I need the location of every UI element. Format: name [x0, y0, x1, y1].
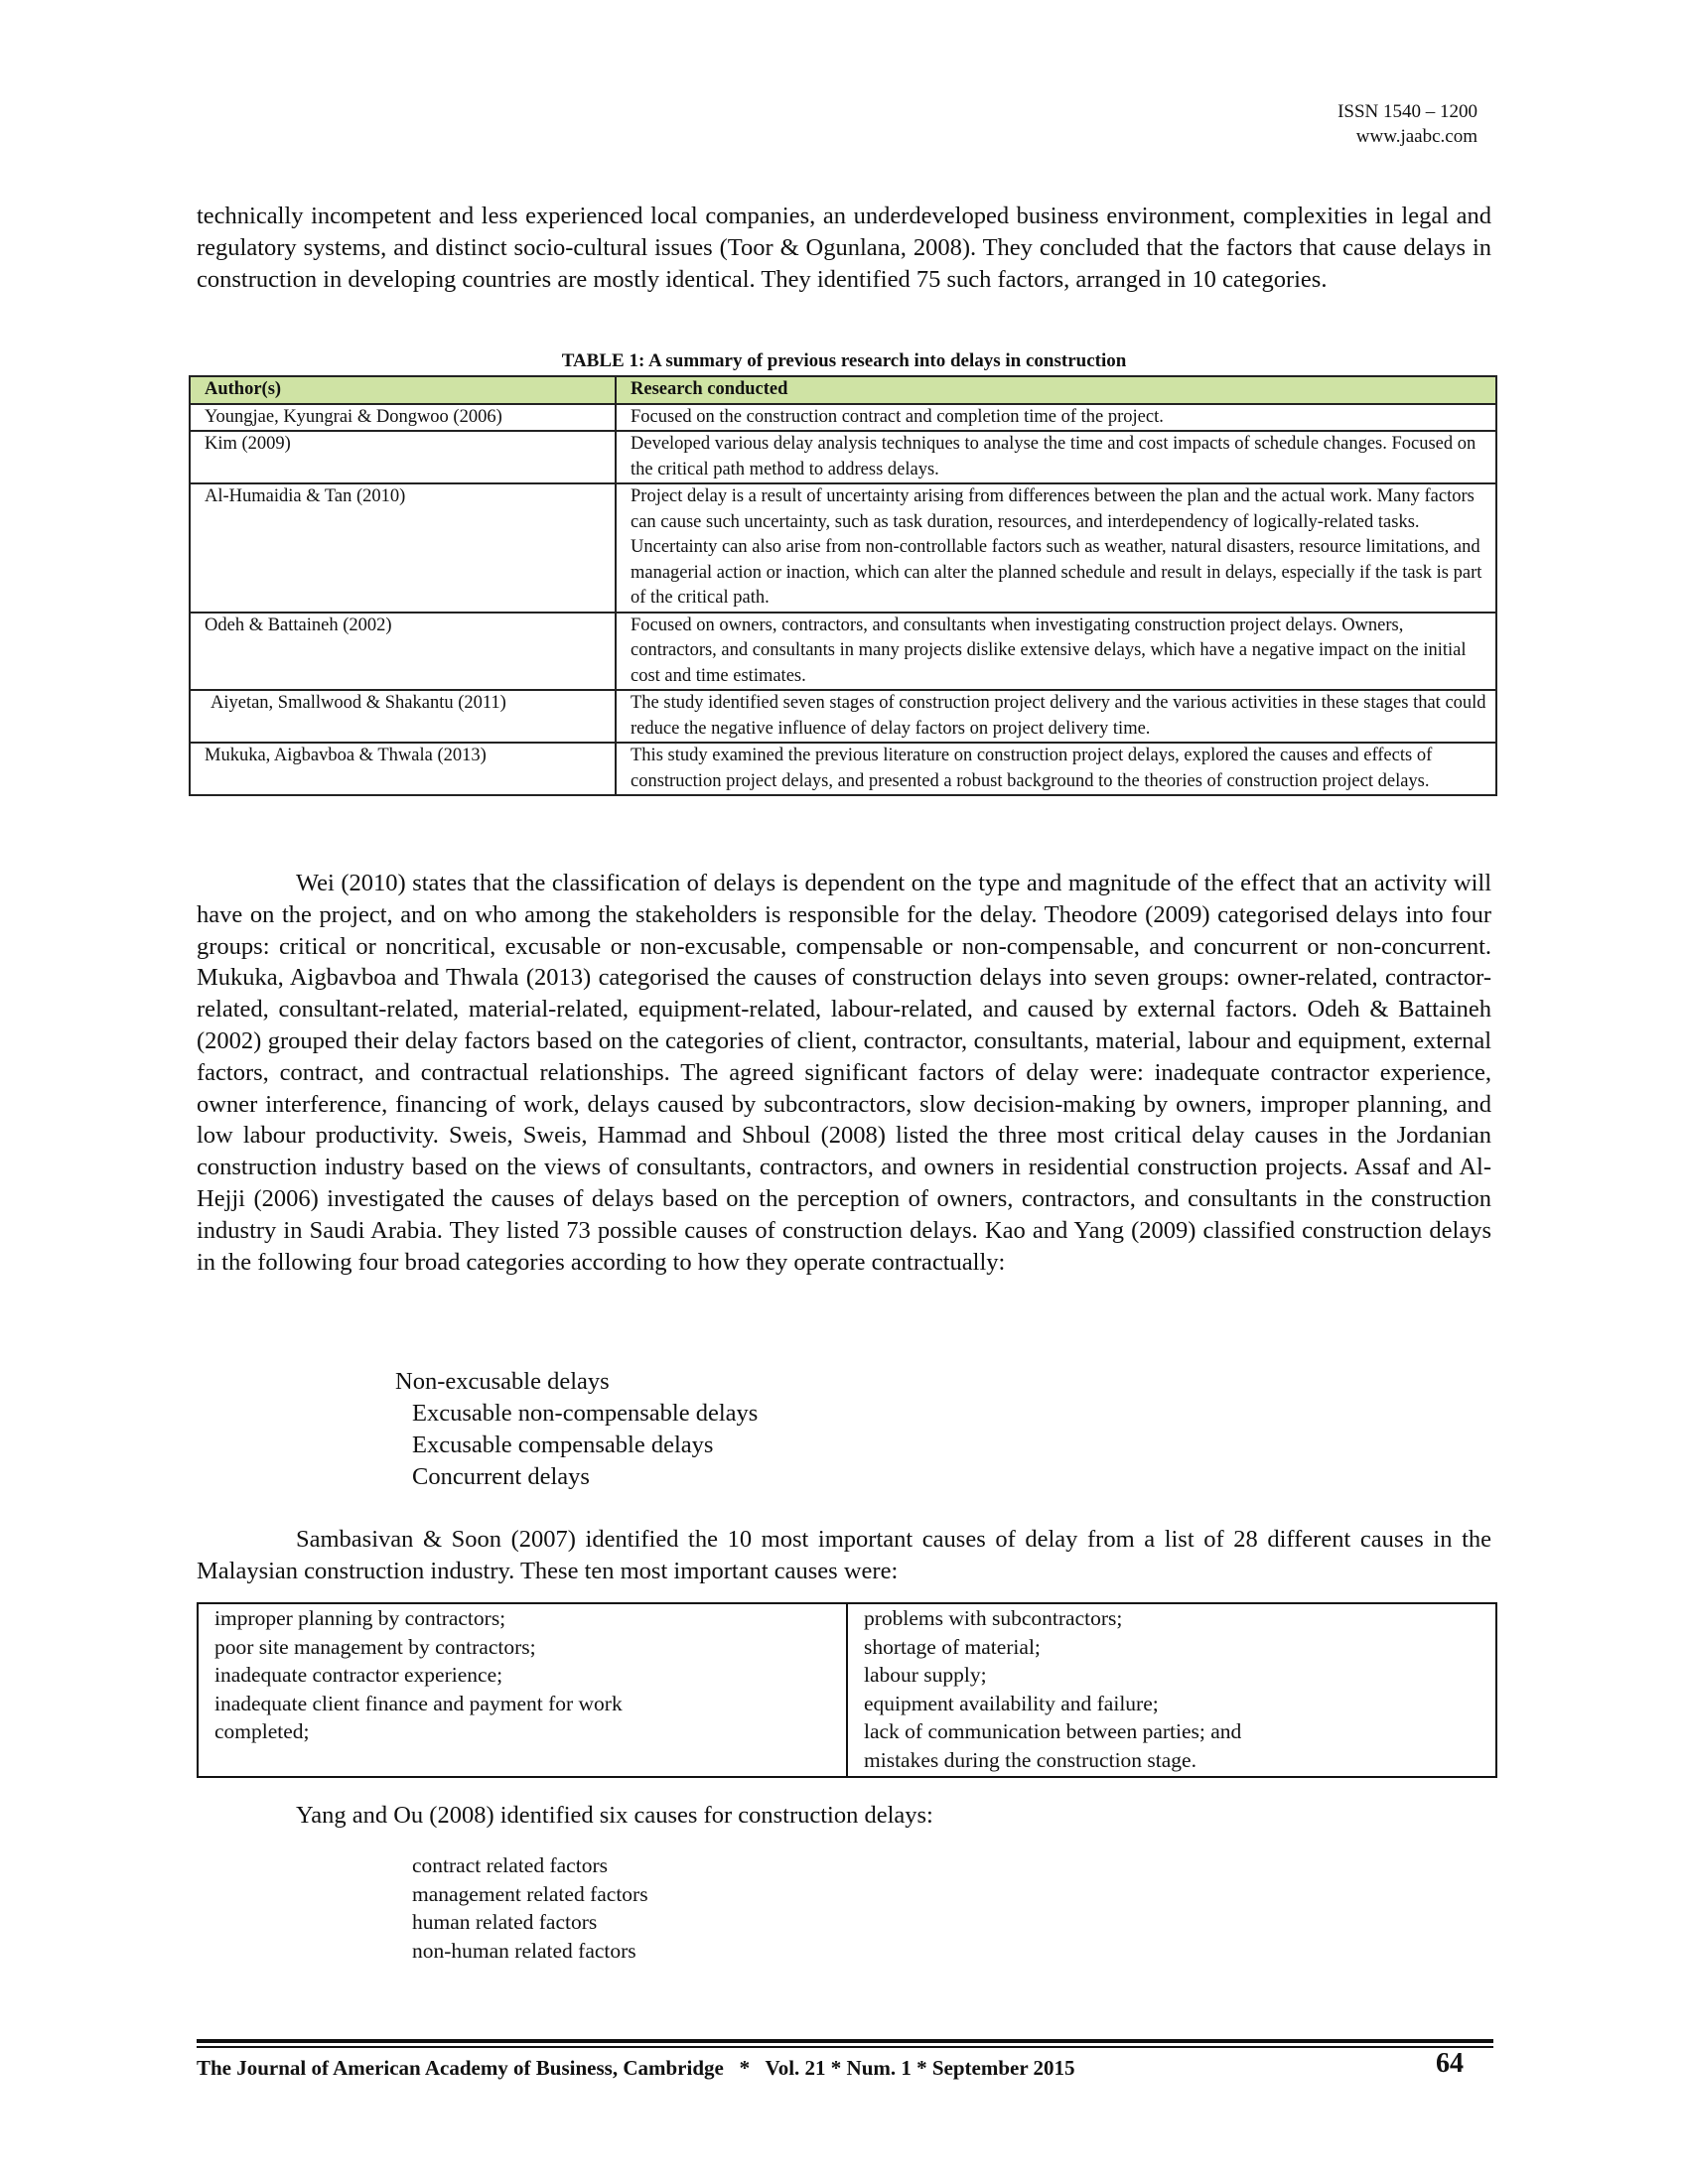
- causes-left-column: [198, 1603, 847, 1777]
- footer-rule-thick: [197, 2039, 1493, 2043]
- list-item: equipment availability and failure;: [864, 1691, 1159, 1715]
- research-cell: This study examined the previous literature on construction project delays, explored the causes and effects of construction project delays, and presented a robust background to the theories of construction project delays.: [616, 743, 1496, 795]
- list-item: contract related factors: [412, 1853, 608, 1877]
- list-item: Non-excusable delays: [395, 1368, 610, 1395]
- table-row: [190, 613, 1496, 691]
- journal-citation: The Journal of American Academy of Business, Cambridge * Vol. 21 * Num. 1 * September 2015: [197, 2056, 1075, 2080]
- footer-rule-thin: [197, 2046, 1493, 2048]
- table-row: [190, 483, 1496, 613]
- research-cell: Project delay is a result of uncertainty arising from differences between the plan and the actual work. Many factors can cause such uncertainty, such as task duration, resources, and interdependency of logically-related tasks. Uncertainty can also arise from non-controllable factors such as weather, natural disasters, resource limitations, and managerial action or inaction, which can alter the planned schedule and result in delays, especially if the task is part of the critical path.: [616, 483, 1496, 613]
- intro-paragraph: technically incompetent and less experienced local companies, an underdeveloped business environment, complexities in legal and regulatory systems, and distinct socio-cultural issues (Toor & Ogunlana, 2008). They concluded that the factors that cause delays in construction in developing countries are mostly identical. They identified 75 such factors, arranged in 10 categories.: [197, 203, 1491, 293]
- list-item: inadequate client finance and payment for work: [214, 1691, 623, 1715]
- classification-paragraph: Wei (2010) states that the classification of delays is dependent on the type and magnitude of the effect that an activity will have on the project, and on who among the stakeholders is responsible for the delay. Theodore (2009) categorised delays into four groups: critical or noncritical, excusable or non-excusable, compensable or non-compensable, and concurrent or non-concurrent. Mukuka, Aigbavboa and Thwala (2013) categorised the causes of construction delays into seven groups: owner-related, contractor-related, consultant-related, material-related, equipment-related, labour-related, and caused by external factors. Odeh & Battaineh (2002) grouped their delay factors based on the categories of client, contractor, consultants, material, labour and equipment, external factors, contract, and contractual relationships. The agreed significant factors of delay were: inadequate contractor experience, owner interference, financing of work, delays caused by subcontractors, slow decision-making by owners, improper planning, and low labour productivity. Sweis, Sweis, Hammad and Shboul (2008) listed the three most critical delay causes in the Jordanian construction industry based on the views of consultants, contractors, and owners in residential construction projects. Assaf and Al-Hejji (2006) investigated the causes of delays based on the perception of owners, contractors, and consultants in the construction industry in Saudi Arabia. They listed 73 possible causes of construction delays. Kao and Yang (2009) classified construction delays in the following four broad categories according to how they operate contractually:: [197, 870, 1491, 1276]
- column-header-author: Author(s): [190, 376, 616, 404]
- list-item: Excusable compensable delays: [412, 1432, 714, 1458]
- table-row: [190, 690, 1496, 743]
- list-item: inadequate contractor experience;: [214, 1663, 503, 1687]
- list-item: mistakes during the construction stage.: [864, 1747, 1196, 1772]
- issn-number: ISSN 1540 – 1200: [1337, 101, 1477, 122]
- author-cell: Odeh & Battaineh (2002): [190, 613, 616, 691]
- issn-header: [1337, 99, 1477, 149]
- list-item: Concurrent delays: [412, 1463, 590, 1490]
- table-row: [190, 431, 1496, 483]
- page-number: 64: [1436, 2048, 1464, 2079]
- author-cell: Mukuka, Aigbavboa & Thwala (2013): [190, 743, 616, 795]
- list-item: Excusable non-compensable delays: [412, 1400, 759, 1427]
- table-row: [190, 743, 1496, 795]
- list-item: lack of communication between parties; and: [864, 1719, 1242, 1743]
- list-item: completed;: [214, 1719, 310, 1743]
- list-item: non-human related factors: [412, 1938, 636, 1963]
- list-item: management related factors: [412, 1881, 648, 1906]
- research-cell: Focused on owners, contractors, and consultants when investigating construction project delays. Owners, contractors, and consultants in many projects dislike extensive delays, which have a negative impact on the initial cost and time estimates.: [616, 613, 1496, 691]
- author-cell: Youngjae, Kyungrai & Dongwoo (2006): [190, 404, 616, 432]
- author-cell: Aiyetan, Smallwood & Shakantu (2011): [190, 690, 616, 743]
- delay-causes-table: [197, 1602, 1497, 1778]
- list-item: shortage of material;: [864, 1634, 1041, 1659]
- research-summary-table: [189, 375, 1497, 796]
- yang-paragraph: Yang and Ou (2008) identified six causes for construction delays:: [296, 1802, 933, 1829]
- author-cell: Kim (2009): [190, 431, 616, 483]
- yang-factors-list: [412, 1851, 648, 1965]
- causes-right-column: [847, 1603, 1496, 1777]
- research-cell: The study identified seven stages of construction project delivery and the various activities in these stages that could reduce the negative influence of delay factors on project delivery time.: [616, 690, 1496, 743]
- journal-website: www.jaabc.com: [1355, 126, 1477, 147]
- list-item: labour supply;: [864, 1663, 987, 1687]
- list-item: human related factors: [412, 1910, 598, 1934]
- table1-caption: TABLE 1: A summary of previous research into delays in construction: [561, 350, 1127, 371]
- author-cell: Al-Humaidia & Tan (2010): [190, 483, 616, 613]
- list-item: problems with subcontractors;: [864, 1606, 1123, 1630]
- research-cell: Developed various delay analysis techniques to analyse the time and cost impacts of schedule changes. Focused on the critical path method to address delays.: [616, 431, 1496, 483]
- research-cell: Focused on the construction contract and completion time of the project.: [616, 404, 1496, 432]
- list-item: poor site management by contractors;: [214, 1634, 536, 1659]
- delay-categories-list: [395, 1366, 758, 1493]
- sambasivan-paragraph: Sambasivan & Soon (2007) identified the 10 most important causes of delay from a list of 28 different causes in the Malaysian construction industry. These ten most important causes were:: [197, 1526, 1491, 1584]
- column-header-research: Research conducted: [616, 376, 1496, 404]
- list-item: improper planning by contractors;: [214, 1606, 506, 1630]
- table-row: [190, 404, 1496, 432]
- table-header-row: [190, 376, 1496, 404]
- table-row: [198, 1603, 1496, 1777]
